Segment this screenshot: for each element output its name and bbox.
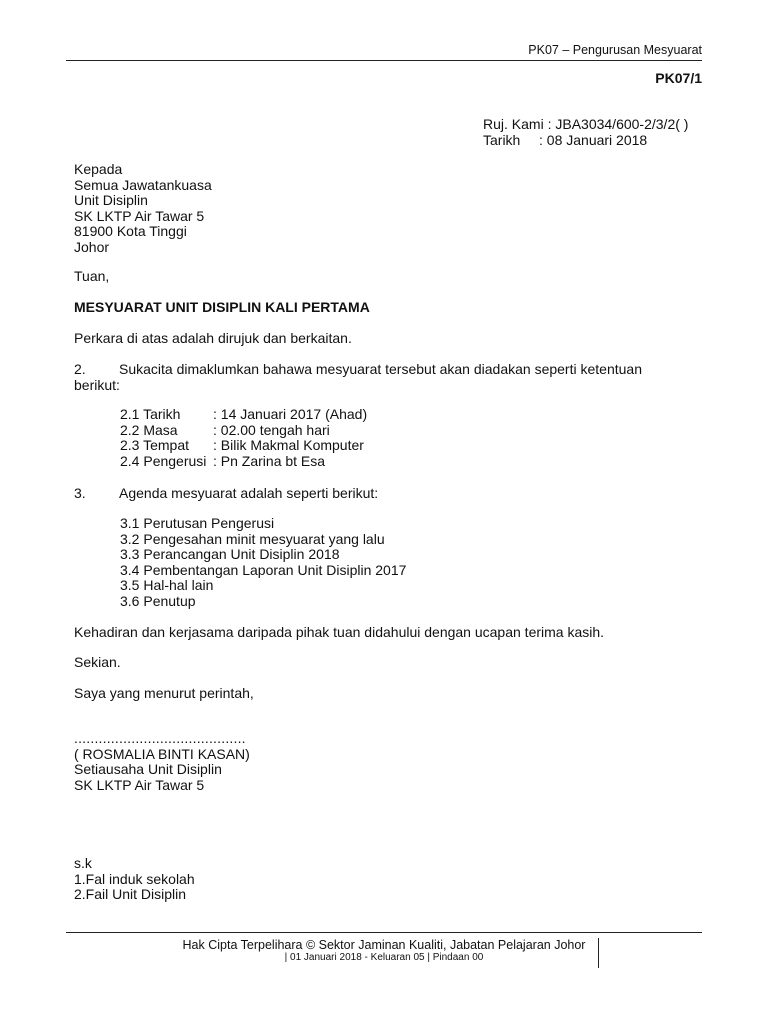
header-divider bbox=[66, 60, 702, 61]
reference-row bbox=[483, 117, 688, 133]
copies-item: 2.Fail Unit Disiplin bbox=[74, 886, 187, 902]
tarikh-value: : 08 Januari 2018 bbox=[539, 131, 648, 148]
agenda-item: 3.1 Perutusan Pengerusi bbox=[120, 515, 275, 531]
signature-dots: .......................................... bbox=[74, 730, 246, 746]
detail-value: : 14 Januari 2017 (Ahad) bbox=[213, 406, 368, 422]
paragraph-text: Agenda mesyuarat adalah seperti berikut: bbox=[119, 485, 379, 501]
address-line: Semua Jawatankuasa bbox=[74, 176, 212, 193]
address-line: Kepada bbox=[74, 161, 123, 177]
intro-paragraph: Perkara di atas adalah dirujuk dan berkaitan. bbox=[74, 330, 352, 346]
signatory-school: SK LKTP Air Tawar 5 bbox=[74, 776, 205, 793]
header-title: PK07 – Pengurusan Mesyuarat bbox=[528, 43, 702, 57]
detail-row bbox=[120, 438, 367, 454]
footer-vertical-bar bbox=[598, 938, 599, 968]
detail-row bbox=[120, 423, 367, 439]
agenda-item: 3.3 Perancangan Unit Disiplin 2018 bbox=[120, 546, 340, 562]
closing-text: Sekian. bbox=[74, 654, 121, 670]
tarikh-label: Tarikh bbox=[483, 131, 521, 148]
paragraph-number: 2. bbox=[74, 361, 86, 377]
paragraph-number: 3. bbox=[74, 485, 86, 501]
signatory-name: ( ROSMALIA BINTI KASAN) bbox=[74, 745, 250, 762]
ruj-label: Ruj. Kami bbox=[483, 116, 544, 132]
salutation: Tuan, bbox=[74, 268, 110, 284]
reference-block bbox=[483, 117, 688, 148]
date-row bbox=[483, 133, 688, 149]
detail-value: : 02.00 tengah hari bbox=[213, 421, 330, 438]
detail-key: 2.3 Tempat bbox=[120, 437, 190, 453]
copies-label: s.k bbox=[74, 855, 92, 871]
saya-text: Saya yang menurut perintah, bbox=[74, 685, 254, 701]
detail-key: 2.1 Tarikh bbox=[120, 406, 181, 422]
thanks-paragraph: Kehadiran dan kerjasama daripada pihak tuan didahului dengan ucapan terima kasih. bbox=[74, 624, 605, 640]
agenda-item: 3.2 Pengesahan minit mesyuarat yang lalu bbox=[120, 530, 385, 547]
footer-copyright: Hak Cipta Terpelihara © Sektor Jaminan Kualiti, Jabatan Pelajaran Johor bbox=[182, 938, 586, 952]
paragraph-2 bbox=[74, 362, 674, 393]
detail-row bbox=[120, 454, 367, 470]
document-code: PK07/1 bbox=[655, 70, 702, 86]
detail-key: 2.4 Pengerusi bbox=[120, 452, 207, 469]
footer-divider bbox=[66, 932, 702, 933]
signature-block bbox=[74, 731, 250, 793]
agenda-item: 3.4 Pembentangan Laporan Unit Disiplin 2017 bbox=[120, 561, 407, 578]
detail-row bbox=[120, 407, 367, 423]
copies-block bbox=[74, 856, 195, 903]
signatory-position: Setiausaha Unit Disiplin bbox=[74, 761, 222, 777]
paragraph-3 bbox=[74, 486, 378, 502]
address-line: Unit Disiplin bbox=[74, 192, 148, 208]
address-line: SK LKTP Air Tawar 5 bbox=[74, 207, 205, 224]
detail-value: : Pn Zarina bt Esa bbox=[213, 452, 326, 469]
paragraph-text: Sukacita dimaklumkan bahawa mesyuarat tersebut akan diadakan seperti ketentuan berikut: bbox=[74, 361, 642, 393]
recipient-address bbox=[74, 162, 212, 255]
detail-key: 2.2 Masa bbox=[120, 421, 178, 438]
copies-item: 1.Fal induk sekolah bbox=[74, 870, 195, 887]
ruj-value: : JBA3034/600-2/3/2( ) bbox=[547, 116, 689, 132]
address-line: Johor bbox=[74, 238, 110, 255]
detail-value: : Bilik Makmal Komputer bbox=[213, 437, 364, 453]
address-line: 81900 Kota Tinggi bbox=[74, 223, 187, 239]
agenda-item: 3.6 Penutup bbox=[120, 592, 196, 609]
footer-revision: | 01 Januari 2018 - Keluaran 05 | Pindaan 00 bbox=[284, 952, 484, 963]
meeting-details bbox=[120, 407, 367, 469]
agenda-item: 3.5 Hal-hal lain bbox=[120, 577, 214, 593]
agenda-list bbox=[120, 516, 406, 609]
subject-heading: MESYUARAT UNIT DISIPLIN KALI PERTAMA bbox=[74, 299, 370, 315]
